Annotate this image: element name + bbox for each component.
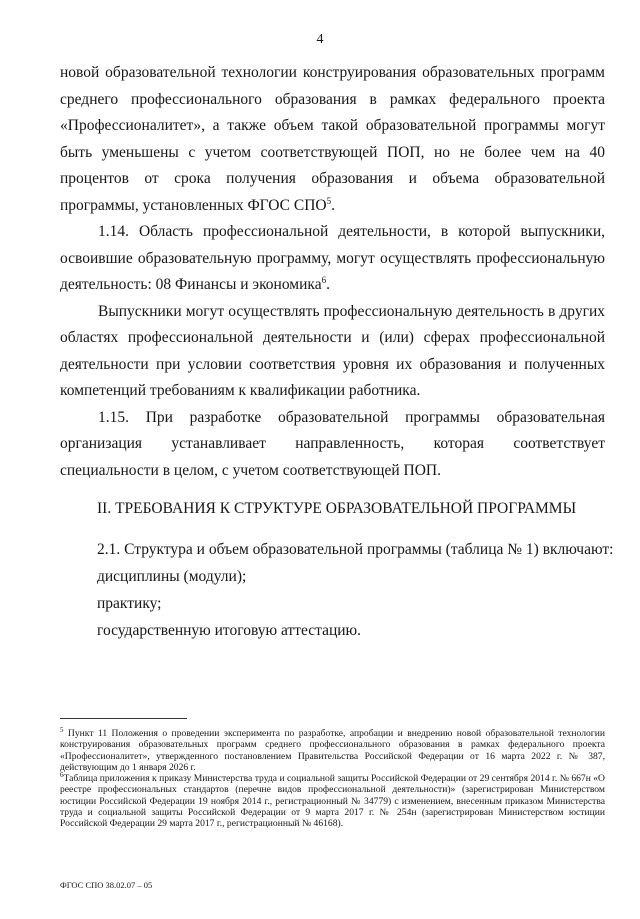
footnote-separator xyxy=(60,718,187,719)
footnote-6: $^6$Таблица приложения к приказу Министерства труда и социальной защиты Российской Федерации от 29 сентября 2014 г. № 667н «О реестре профессиональных стандартов (перечне видов профессиональной деятельности)» (зарегистрирован Министерством юстиции Российской Федерации 19 ноября 2014 г., регистрационный № 34779) с изменением, внесенным приказом Министерства труда и социальной защиты Российской Федерации от 9 марта 2017 г. № 254н (зарегистрирован Министерством юстиции Российской Федерации 29 марта 2017 г., регистрационный № 46168). xyxy=(60,771,605,830)
list-item: государственную итоговую аттестацию. xyxy=(97,622,362,639)
page-number: 4 xyxy=(316,32,324,47)
footnotes xyxy=(60,725,606,830)
section-heading: II. ТРЕБОВАНИЯ К СТРУКТУРЕ ОБРАЗОВАТЕЛЬНОЙ ПРОГРАММЫ xyxy=(97,500,577,517)
document-code: ФГОС СПО 38.02.07 – 05 xyxy=(60,880,153,890)
structure-list xyxy=(97,536,613,644)
paragraph-continuation: новой образовательной технологии конструирования образовательных программ среднего профессионального образования в рамках федерального проекта «Профессионалитет», а также объем такой образовательной программы могут быть уменьшены с учетом соответствующей ПОП, но не более чем на 40 процентов от срока получения образования и объема образовательной программы, установленных ФГОС СПО$^5$. xyxy=(60,64,605,214)
footnote-ref-5: 5 xyxy=(326,195,332,206)
paragraph-1-15: 1.15. При разработке образовательной программы образовательная организация устанавливает направленность, которая соответствует специальности в целом, с учетом соответствующей ПОП. xyxy=(60,408,605,479)
list-item: практику; xyxy=(97,595,162,612)
paragraph-1-14: 1.14. Область профессиональной деятельности, в которой выпускники, освоившие образовательную программу, могут осуществлять профессиональную деятельность: 08 Финансы и экономика$^6$. xyxy=(60,223,605,293)
list-item: дисциплины (модули); xyxy=(97,568,247,585)
footnote-ref-6: 6 xyxy=(321,274,327,285)
body-text xyxy=(60,60,605,484)
structure-intro: 2.1. Структура и объем образовательной программы (таблица № 1) включают: xyxy=(97,541,614,558)
footnote-5: $^5$ Пункт 11 Положения о проведении эксперимента по разработке, апробации и внедрению новой образовательной технологии конструирования образовательных программ среднего профессионального образования в рамках федерального проекта «Профессионалитет», утвержденного постановлением Правительства Российской Федерации от 16 марта 2022 г. № 387, действующим до 1 января 2026 г. xyxy=(60,725,606,773)
paragraph-graduates: Выпускники могут осуществлять профессиональную деятельность в других областях профессиональной деятельности и (или) сферах профессиональной деятельности при условии соответствия уровня их образования и полученных компетенций требованиям к квалификации работника. xyxy=(60,302,605,399)
